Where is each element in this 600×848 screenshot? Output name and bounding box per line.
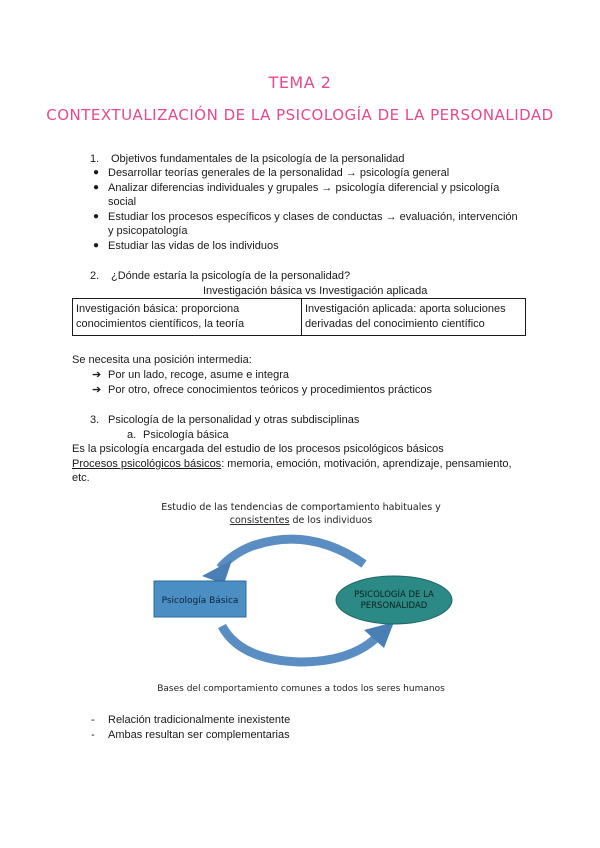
intermediate-text: Se necesita una posición intermedia: <box>72 354 252 366</box>
list-item: Relación tradicionalmente inexistente <box>108 714 291 726</box>
arrow-bullet-icon: ➔ <box>92 369 102 381</box>
bullet-dot: ● <box>93 182 100 193</box>
arrow-item: Por otro, ofrece conocimientos teóricos y procedimientos prácticos <box>108 384 433 396</box>
section1-heading: Objetivos fundamentales de la psicología de la personalidad <box>111 153 405 165</box>
box-label: Psicología Básica <box>161 596 239 606</box>
bullet-dot: ● <box>93 240 100 251</box>
list-item: Estudiar los procesos específicos y clases de conductas → evaluación, intervención <box>108 211 518 223</box>
paragraph: Es la psicología encargada del estudio de los procesos psicológicos básicos <box>72 443 444 455</box>
arrow-item: Por un lado, recoge, asume e integra <box>108 369 290 381</box>
processes-line-2: etc. <box>72 472 90 484</box>
section3-number: 3. <box>90 414 100 426</box>
list-item: Estudiar las vidas de los individuos <box>108 240 279 252</box>
list-item: Desarrollar teorías generales de la personalidad → psicología general <box>108 167 450 179</box>
dash-bullet: - <box>91 729 95 741</box>
table-row <box>73 299 526 336</box>
comparison-table <box>72 298 526 336</box>
processes-label: Procesos psicológicos básicos <box>72 458 222 470</box>
cycle-diagram <box>140 492 462 702</box>
bullet-dot: ● <box>93 167 100 178</box>
processes-line <box>72 457 512 471</box>
subsection-letter: a. <box>127 429 137 441</box>
document-title: TEMA 2 <box>268 73 332 92</box>
bullet-dot: ● <box>93 211 100 222</box>
diagram-top-caption-2 <box>230 515 373 526</box>
section2-heading: ¿Dónde estaría la psicología de la personalidad? <box>111 270 351 282</box>
diagram-caption-rest: de los individuos <box>289 515 373 526</box>
subsection-heading: Psicología básica <box>143 429 229 441</box>
personality-ellipse <box>336 576 452 624</box>
list-item-continuation: social <box>108 196 137 208</box>
section1-number: 1. <box>90 153 100 165</box>
ellipse-label-2: PERSONALIDAD <box>360 601 428 611</box>
table-cell-applied: Investigación aplicada: aporta soluciones derivadas del conocimiento científico <box>302 299 526 336</box>
dash-bullet: - <box>91 714 95 726</box>
diagram-bottom-caption: Bases del comportamiento comunes a todos los seres humanos <box>157 684 445 694</box>
ellipse-label-1: PSICOLOGÍA DE LA <box>354 590 434 600</box>
section2-number: 2. <box>90 270 100 282</box>
table-cell-basic: Investigación básica: proporciona conocimientos científicos, la teoría <box>73 299 302 336</box>
list-item: Ambas resultan ser complementarias <box>108 729 290 741</box>
diagram-top-caption-1: Estudio de las tendencias de comportamiento habituales y <box>161 502 441 513</box>
list-item-continuation: y psicopatología <box>108 225 188 237</box>
document-subtitle: CONTEXTUALIZACIÓN DE LA PSICOLOGÍA DE LA PERSONALIDAD <box>46 106 554 124</box>
section3-heading: Psicología de la personalidad y otras subdisciplinas <box>108 414 360 426</box>
list-item: Analizar diferencias individuales y grupales → psicología diferencial y psicología <box>108 182 500 194</box>
processes-text: : memoria, emoción, motivación, aprendizaje, pensamiento, <box>221 458 512 470</box>
comparison-title: Investigación básica vs Investigación aplicada <box>203 285 428 297</box>
diagram-caption-underlined: consistentes <box>229 515 290 526</box>
arrow-bullet-icon: ➔ <box>92 384 102 396</box>
